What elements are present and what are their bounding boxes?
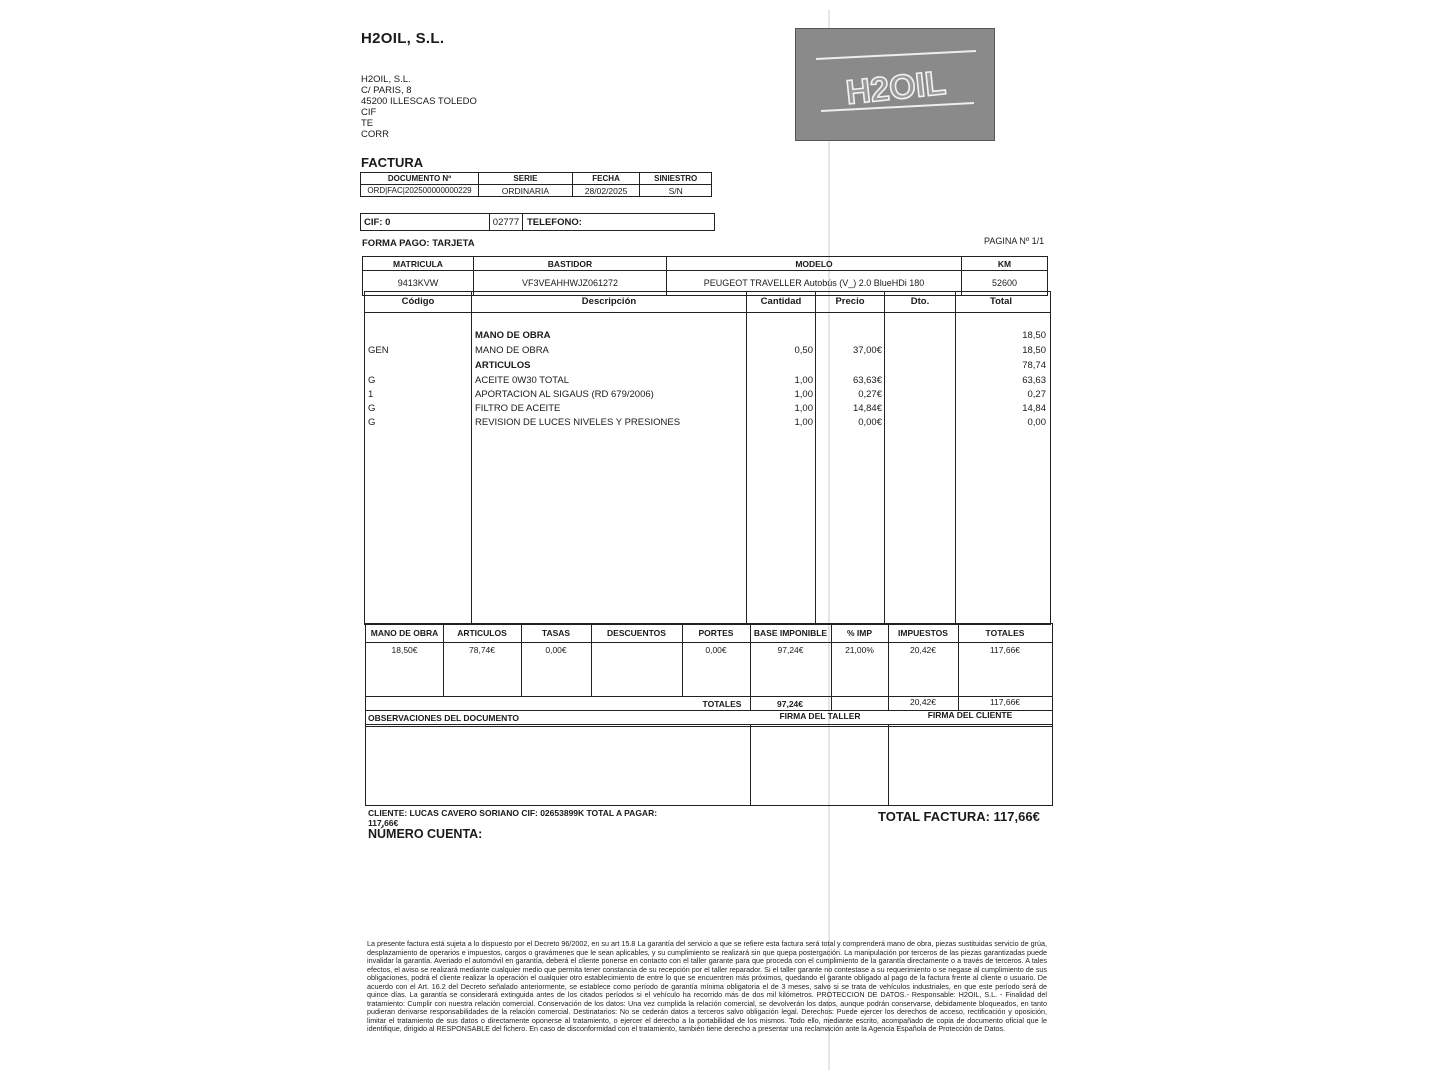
claim-header: SINIESTRO <box>640 173 712 185</box>
table-row <box>365 389 1050 403</box>
row-total: 0,00 <box>1027 417 1046 428</box>
summary-value-cell: 20,42€ <box>910 645 936 655</box>
client-signature-label: FIRMA DEL CLIENTE <box>927 710 1013 720</box>
row-description: ACEITE 0W30 TOTAL <box>475 375 569 386</box>
series-value: ORDINARIA <box>479 185 573 197</box>
vehicle-table <box>362 256 1048 296</box>
plate-value: 9413KVW <box>363 271 474 296</box>
summary-header-cell: BASE IMPONIBLE <box>753 628 828 638</box>
workshop-signature-label: FIRMA DEL TALLER <box>779 711 861 721</box>
logo-graphic <box>796 29 994 140</box>
date-header: FECHA <box>572 173 640 185</box>
row-price: 0,00€ <box>858 417 882 428</box>
summary-value-cell: 97,24€ <box>777 645 804 655</box>
client-summary <box>368 808 657 828</box>
column-divider <box>591 624 592 696</box>
table-row <box>365 417 1050 431</box>
doc-number-value: ORD|FAC|202500000000229 <box>361 185 479 197</box>
summary-value-cell: 117,66€ <box>989 645 1021 655</box>
summary-header-cell: MANO DE OBRA <box>370 628 439 638</box>
table-row <box>365 403 1050 417</box>
column-divider <box>750 624 751 710</box>
column-divider <box>750 725 751 805</box>
row-price: 37,00€ <box>852 345 882 356</box>
row-code: G <box>368 375 376 386</box>
cif-label: CIF: 0 <box>361 214 490 230</box>
row-quantity: 1,00 <box>794 375 813 386</box>
row-description: ARTICULOS <box>475 360 531 371</box>
summary-header-cell: TASAS <box>541 628 571 638</box>
column-divider <box>443 624 444 696</box>
discount-header: Dto. <box>910 296 930 307</box>
company-address <box>361 74 477 140</box>
summary-header-cell: ARTICULOS <box>457 628 507 638</box>
row-total: 0,27 <box>1027 389 1046 400</box>
summary-header-cell: TOTALES <box>985 628 1025 638</box>
phone-label: TELEFONO: <box>527 216 582 228</box>
invoice-total: TOTAL FACTURA: 117,66€ <box>878 809 1040 824</box>
cif-tail: 02777 <box>490 214 523 230</box>
column-divider <box>682 624 683 696</box>
totals-tax: 20,42€ <box>910 697 936 707</box>
summary-header-cell: % IMP <box>846 628 873 638</box>
address-line: H2OIL, S.L. <box>361 74 411 85</box>
summary-header-cell: PORTES <box>698 628 734 638</box>
payment-method: FORMA PAGO: TARJETA <box>362 238 475 249</box>
row-total: 14,84 <box>1022 403 1046 414</box>
row-quantity: 0,50 <box>794 345 813 356</box>
total-header: Total <box>990 296 1012 307</box>
row-price: 14,84€ <box>852 403 882 414</box>
table-row <box>365 375 1050 389</box>
client-line: CLIENTE: LUCAS CAVERO SORIANO CIF: 02653899K TOTAL A PAGAR: <box>368 808 658 818</box>
row-description: FILTRO DE ACEITE <box>475 403 561 414</box>
page-number: PAGINA Nº 1/1 <box>984 236 1045 246</box>
plate-header: MATRICULA <box>363 257 474 271</box>
summary-header-cell: IMPUESTOS <box>898 628 948 638</box>
line-items-table <box>364 291 1051 625</box>
customer-id-row <box>360 213 715 231</box>
address-line: CIF <box>361 107 377 118</box>
column-divider <box>888 624 889 710</box>
price-header: Precio <box>835 296 865 307</box>
line-items-header <box>365 292 1050 313</box>
model-header: MODELO <box>667 257 962 271</box>
km-header: KM <box>962 257 1048 271</box>
address-line: 45200 ILLESCAS TOLEDO <box>361 96 477 107</box>
client-total-line: 117,66€ <box>368 818 399 828</box>
table-row <box>365 360 1050 374</box>
row-price: 0,27€ <box>858 389 882 400</box>
quantity-header: Cantidad <box>760 296 802 307</box>
row-price: 63,63€ <box>852 375 882 386</box>
invoice-title: FACTURA <box>361 155 424 170</box>
date-value: 28/02/2025 <box>572 185 640 197</box>
doc-number-header: DOCUMENTO Nº <box>361 173 479 185</box>
claim-value: S/N <box>640 185 712 197</box>
vin-value: VF3VEAHHWJZ061272 <box>474 271 667 296</box>
table-row <box>365 330 1050 344</box>
address-line: TE <box>361 118 374 129</box>
vin-header: BASTIDOR <box>474 257 667 271</box>
row-total: 18,50 <box>1022 330 1046 341</box>
row-description: MANO DE OBRA <box>475 330 551 341</box>
company-logo <box>795 28 995 141</box>
column-divider <box>521 624 522 696</box>
row-total: 18,50 <box>1022 345 1046 356</box>
row-description: APORTACION AL SIGAUS (RD 679/2006) <box>475 389 654 400</box>
column-divider <box>831 624 832 710</box>
summary-value-cell: 78,74€ <box>469 645 495 655</box>
svg-text:H2OIL: H2OIL <box>844 63 948 113</box>
row-total: 63,63 <box>1022 375 1046 386</box>
observations-label: OBSERVACIONES DEL DOCUMENTO <box>368 713 519 723</box>
legal-notice: La presente factura está sujeta a lo dispuesto por el Decreto 96/2002, en su art 15.8 La garantía del servicio a que se refiere esta factura será total y comprenderá mano de obra, piezas sustituidas servicio de grúa, desplazamiento de operarios e impuestos, cargos o gravámenes que le sean aplicables, y su cumplimiento se realizará sin que quepa postergación. La manipulación por terceros de las piezas garantizadas puede invalidar la garantía. Averiado el automóvil en garantía, deberá el cliente ponerse en contacto con el taller garante para que proceda con el cumplimiento de la garantía directamente o a través de terceros. A tales efectos, el aviso se realizará mediante cualquier medio que permita tener constancia de su recepción por el taller reparador. Si el taller garante no contestase a su requerimiento o se negase al cumplimiento de sus obligaciones, podrá el cliente realizar la operación el cualquier otro establecimiento de entre lo que se encuentren más próximos, quedando el garante obligado al pago de la factura frente al cliente o usuario. De acuerdo con el Art. 16.2 del Decreto señalado anteriormente, se establece como período de garantía mínima obligatoria el de 3 meses, salvo si se trata de vehículos industriales, en que este período será de quince días. La garantía se considerará extinguida antes de los citados períodos si el vehículo ha recorrido más de dos mil kilómetros. PROTECCION DE DATOS.- Responsable: H2OIL, S.L. - Finalidad del tratamiento: Cumplir con nuestra relación comercial. Conservación de los datos: Una vez cumplida la relación comercial, se devolverán los datos, aunque podrán conservarse, debidamente bloqueados, en tanto pudieran derivarse responsabilidades de la relación comercial. Destinatarios: No se cederán datos a terceros salvo obligación legal. Derechos: Puede ejercer los derechos de acceso, rectificación y oposición, limitar el tratamiento de sus datos o directamente oponerse al tratamiento, o ejercer el derecho a la portabilidad de los mismos. Todo ello, mediante escrito, acompañado de copia de documento oficial que le identifique, dirigido al RESPONSABLE del fichero. En caso de disconformidad con el tratamiento, también tiene derecho a presentar una reclamación ante la Agencia Española de Protección de Datos. <box>367 939 1047 1033</box>
code-header: Código <box>401 296 435 307</box>
row-code: 1 <box>368 389 374 400</box>
summary-value-cell: 21,00% <box>845 645 874 655</box>
address-line: CORR <box>361 129 389 140</box>
summary-value-cell: 18,50€ <box>391 645 418 655</box>
row-code: G <box>368 417 376 428</box>
invoice-header-table <box>360 172 712 197</box>
account-number-label: NÚMERO CUENTA: <box>368 827 483 841</box>
model-value: PEUGEOT TRAVELLER Autobús (V_) 2.0 BlueHDi 180 <box>667 271 962 296</box>
column-divider <box>958 624 959 710</box>
row-code: GEN <box>368 345 389 356</box>
address-line: C/ PARIS, 8 <box>361 85 412 96</box>
totals-label: TOTALES <box>702 699 742 709</box>
summary-header-cell: DESCUENTOS <box>607 628 666 638</box>
column-divider <box>888 725 889 805</box>
series-header: SERIE <box>479 173 573 185</box>
row-description: MANO DE OBRA <box>475 345 549 356</box>
row-total: 78,74 <box>1022 360 1046 371</box>
row-quantity: 1,00 <box>794 403 813 414</box>
summary-value-cell: 0,00€ <box>705 645 727 655</box>
summary-value-cell: 0,00€ <box>545 645 567 655</box>
summary-table <box>365 623 1053 727</box>
row-quantity: 1,00 <box>794 417 813 428</box>
company-title: H2OIL, S.L. <box>361 30 445 47</box>
row-quantity: 1,00 <box>794 389 813 400</box>
totals-base: 97,24€ <box>777 699 803 709</box>
row-code: G <box>368 403 376 414</box>
km-value: 52600 <box>962 271 1048 296</box>
observations-signatures-box <box>365 724 1053 806</box>
description-header: Descripción <box>581 296 637 307</box>
totals-total: 117,66€ <box>989 697 1021 707</box>
row-description: REVISION DE LUCES NIVELES Y PRESIONES <box>475 417 681 428</box>
table-row <box>365 345 1050 359</box>
